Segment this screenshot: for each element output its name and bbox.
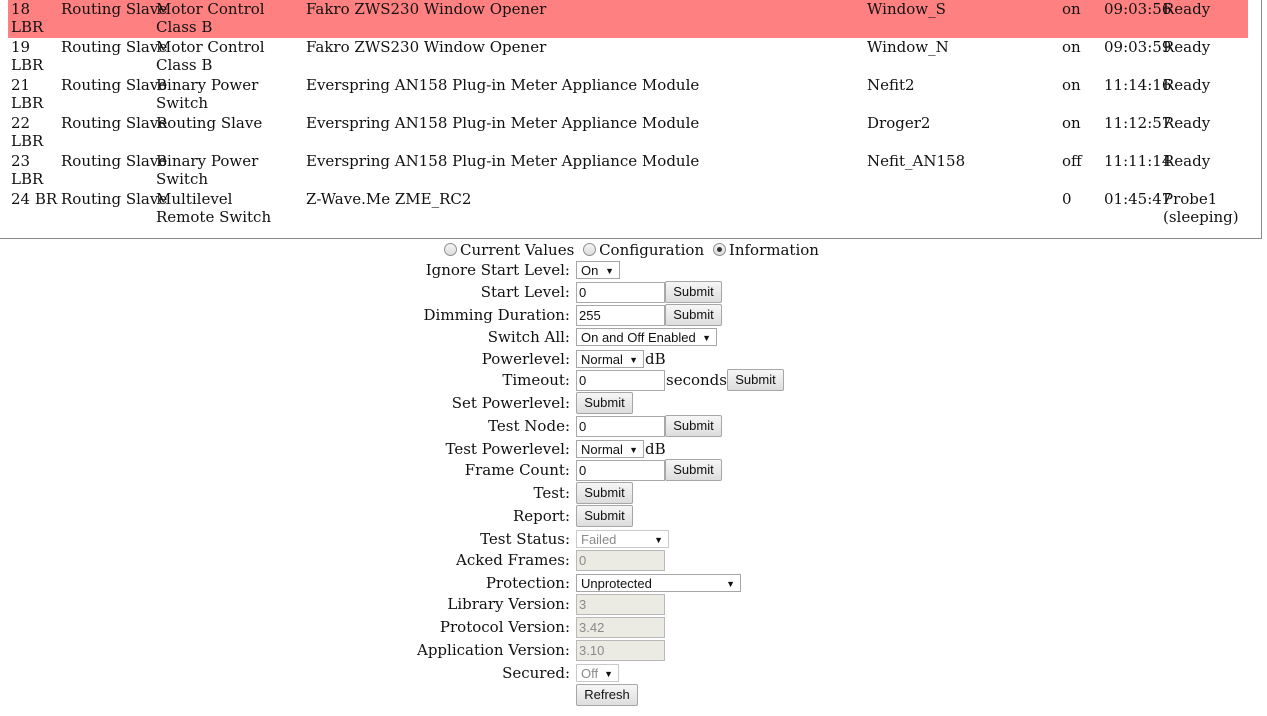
test-status-label: Test Status:: [480, 530, 570, 548]
device-name: Nefit_AN158: [867, 152, 966, 170]
frame-count-label: Frame Count:: [464, 461, 570, 479]
row-secured: [0, 662, 1267, 684]
device-id: 21 LBR: [11, 76, 44, 112]
row-powerlevel: [0, 348, 1267, 370]
test-node-label: Test Node:: [488, 417, 570, 435]
dropdown-arrow-icon: ▼: [629, 355, 638, 365]
row-start-level: [0, 281, 1267, 303]
device-state: off: [1062, 152, 1082, 170]
ignore-start-level-select[interactable]: On ▼: [576, 261, 620, 279]
start-level-label: Start Level:: [480, 283, 570, 301]
device-product: Fakro ZWS230 Window Opener: [306, 38, 547, 56]
row-application-version: [0, 639, 1267, 661]
row-switch-all: [0, 326, 1267, 348]
protocol-version-field: [576, 617, 665, 638]
row-test-node: [0, 415, 1267, 437]
row-dimming-duration: [0, 304, 1267, 326]
device-status: Ready: [1163, 76, 1211, 94]
device-state: on: [1062, 76, 1081, 94]
test-label: Test:: [533, 484, 570, 502]
device-name: Window_N: [867, 38, 949, 56]
radio-icon[interactable]: [713, 243, 726, 256]
device-id: 18 LBR: [11, 0, 44, 36]
device-generic-type: Binary Power Switch: [156, 152, 259, 188]
dropdown-arrow-icon: ▼: [629, 445, 638, 455]
test-status-select: Failed ▼: [576, 530, 669, 548]
dropdown-arrow-icon: ▼: [605, 266, 614, 276]
device-time: 11:14:16: [1104, 76, 1172, 94]
radio-icon[interactable]: [583, 243, 596, 256]
dropdown-arrow-icon: ▼: [726, 579, 735, 589]
device-product: Everspring AN158 Plug-in Meter Appliance Module: [306, 152, 700, 170]
row-frame-count: [0, 459, 1267, 481]
test-powerlevel-label: Test Powerlevel:: [445, 440, 570, 458]
device-product: Z-Wave.Me ZME_RC2: [306, 190, 472, 208]
library-version-label: Library Version:: [447, 595, 570, 613]
view-selector: [0, 241, 1267, 259]
row-test-status: [0, 528, 1267, 550]
device-state: 0: [1062, 190, 1072, 208]
timeout-input[interactable]: [576, 370, 665, 391]
row-test-powerlevel: [0, 438, 1267, 460]
test-submit-button[interactable]: Submit: [576, 482, 633, 504]
report-label: Report:: [512, 507, 570, 525]
device-state: on: [1062, 114, 1081, 132]
acked-frames-field: [576, 550, 665, 571]
device-time: 01:45:47: [1104, 190, 1172, 208]
timeout-submit-button[interactable]: Submit: [727, 369, 784, 391]
radio-icon[interactable]: [444, 243, 457, 256]
dimming-duration-submit-button[interactable]: Submit: [665, 304, 722, 326]
timeout-label: Timeout:: [502, 371, 570, 389]
frame-count-input[interactable]: [576, 460, 665, 481]
device-product: Everspring AN158 Plug-in Meter Appliance Module: [306, 76, 700, 94]
radio-configuration[interactable]: Configuration: [583, 241, 704, 259]
refresh-button[interactable]: Refresh: [576, 684, 638, 706]
device-list: [0, 0, 1262, 239]
device-status: Ready: [1163, 114, 1211, 132]
device-status: Probe1 (sleeping): [1163, 190, 1239, 226]
radio-information[interactable]: Information: [713, 241, 819, 259]
dropdown-arrow-icon: ▼: [702, 333, 711, 343]
row-test: [0, 482, 1267, 504]
device-name: Nefit2: [867, 76, 915, 94]
device-time: 09:03:56: [1104, 0, 1172, 18]
test-powerlevel-select[interactable]: Normal ▼: [576, 440, 644, 458]
frame-count-submit-button[interactable]: Submit: [665, 459, 722, 481]
device-state: on: [1062, 38, 1081, 56]
device-row-22[interactable]: [8, 114, 1248, 152]
device-row-19[interactable]: [8, 38, 1248, 76]
device-status: Ready: [1163, 38, 1211, 56]
switch-all-label: Switch All:: [487, 328, 570, 346]
device-generic-type: Motor Control Class B: [156, 38, 265, 74]
library-version-field: [576, 594, 665, 615]
device-basic-type: Routing Slave: [61, 38, 168, 56]
set-powerlevel-label: Set Powerlevel:: [451, 394, 570, 412]
device-name: Window_S: [867, 0, 946, 18]
dropdown-arrow-icon: ▼: [654, 535, 663, 545]
device-row-24[interactable]: [8, 190, 1248, 228]
device-product: Everspring AN158 Plug-in Meter Appliance Module: [306, 114, 700, 132]
device-generic-type: Motor Control Class B: [156, 0, 265, 36]
protection-label: Protection:: [485, 574, 570, 592]
device-basic-type: Routing Slave: [61, 190, 168, 208]
row-timeout: [0, 369, 1267, 391]
device-state: on: [1062, 0, 1081, 18]
device-id: 22 LBR: [11, 114, 44, 150]
row-protocol-version: [0, 616, 1267, 638]
secured-label: Secured:: [502, 664, 570, 682]
device-generic-type: Routing Slave: [156, 114, 263, 132]
secured-select: Off ▼: [576, 664, 619, 682]
protocol-version-label: Protocol Version:: [439, 618, 570, 636]
protection-select[interactable]: Unprotected ▼: [576, 574, 741, 592]
device-product: Fakro ZWS230 Window Opener: [306, 0, 547, 18]
dropdown-arrow-icon: ▼: [604, 669, 613, 679]
device-basic-type: Routing Slave: [61, 114, 168, 132]
device-row-21[interactable]: [8, 76, 1248, 114]
switch-all-select[interactable]: On and Off Enabled ▼: [576, 328, 717, 346]
device-time: 09:03:59: [1104, 38, 1172, 56]
device-status: Ready: [1163, 152, 1211, 170]
device-basic-type: Routing Slave: [61, 76, 168, 94]
powerlevel-select[interactable]: Normal ▼: [576, 350, 644, 368]
device-id: 24 BR: [11, 190, 58, 208]
row-report: [0, 505, 1267, 527]
set-powerlevel-submit-button[interactable]: Submit: [576, 392, 633, 414]
row-ignore-start-level: [0, 259, 1267, 281]
acked-frames-label: Acked Frames:: [456, 551, 570, 569]
timeout-unit: seconds: [666, 371, 727, 389]
ignore-start-level-label: Ignore Start Level:: [425, 261, 570, 279]
application-version-label: Application Version:: [416, 641, 570, 659]
application-version-field: [576, 640, 665, 661]
device-row-18[interactable]: [8, 0, 1248, 38]
radio-current-values[interactable]: Current Values: [444, 241, 574, 259]
powerlevel-unit: dB: [645, 350, 666, 368]
device-basic-type: Routing Slave: [61, 152, 168, 170]
row-protection: [0, 572, 1267, 594]
device-generic-type: Binary Power Switch: [156, 76, 259, 112]
device-id: 23 LBR: [11, 152, 44, 188]
device-generic-type: Multilevel Remote Switch: [156, 190, 272, 226]
dimming-duration-input[interactable]: [576, 305, 665, 326]
device-time: 11:11:14: [1104, 152, 1172, 170]
device-time: 11:12:57: [1104, 114, 1172, 132]
device-row-23[interactable]: [8, 152, 1248, 190]
row-set-powerlevel: [0, 392, 1267, 414]
device-id: 19 LBR: [11, 38, 44, 74]
test-powerlevel-unit: dB: [645, 440, 666, 458]
test-node-input[interactable]: [576, 416, 665, 437]
powerlevel-label: Powerlevel:: [481, 350, 570, 368]
report-submit-button[interactable]: Submit: [576, 505, 633, 527]
start-level-input[interactable]: [576, 282, 665, 303]
device-name: Droger2: [867, 114, 931, 132]
row-refresh: [0, 684, 1267, 706]
row-acked-frames: [0, 549, 1267, 571]
test-node-submit-button[interactable]: Submit: [665, 415, 722, 437]
device-basic-type: Routing Slave: [61, 0, 168, 18]
start-level-submit-button[interactable]: Submit: [665, 281, 722, 303]
row-library-version: [0, 593, 1267, 615]
device-status: Ready: [1163, 0, 1211, 18]
dimming-duration-label: Dimming Duration:: [423, 306, 570, 324]
